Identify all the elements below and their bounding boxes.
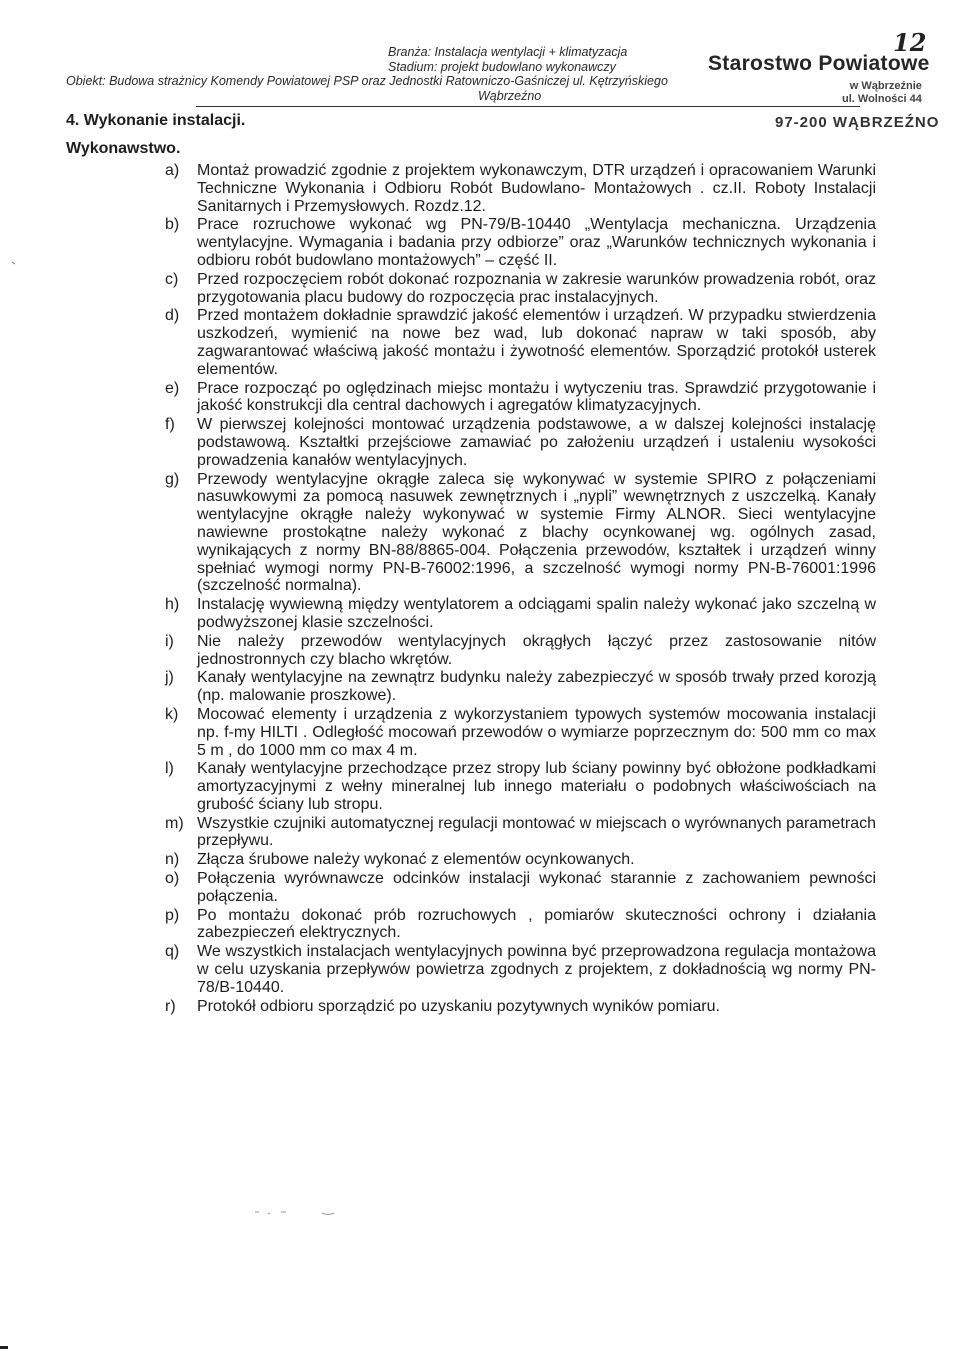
requirements-list: [66, 162, 876, 1016]
header-trade-line: Branża: Instalacja wentylacji + klimatyzacja: [388, 45, 628, 59]
item-text: Prace rozruchowe wykonać wg PN-79/B-10440 „Wentylacja mechaniczna. Urządzenia wentylacyjne. Wymagania i badania przy odbiorze” oraz „Warunków technicznych wykonania i odbioru robót budowlano montażowych” – część II.: [197, 216, 876, 269]
item-text: Wszystkie czujniki automatycznej regulacji montować w miejscach o wyrównanych parametrach przepływu.: [197, 814, 876, 850]
list-item: [66, 998, 876, 1016]
section-title: 4. Wykonanie instalacji.: [66, 112, 246, 129]
item-text: Prace rozpocząć po oględzinach miejsc montażu i wytyczeniu tras. Sprawdzić przygotowanie i jakość konstrukcji dla central dachowych i agregatów klimatyzacyjnych.: [197, 379, 876, 415]
list-item: [66, 271, 876, 307]
item-text: Przewody wentylacyjne okrągłe zaleca się wykonywać w systemie SPIRO z połączeniami nasuwkowymi za pomocą nasuwek zewnętrznych i „nypli” wewnętrznych z uszczelką. Kanały wentylacyjne okrągłe należy wykonywać w systemie Firmy ALNOR. Sieci wentylacyjne nawiewne prostokątne należy wykonać z blachy ocynkowanej wg. ogólnych zasad, wynikających z normy BN-88/8865-004. Połączenia przewodów, kształtek i urządzeń winny spełniać wymogi normy PN-B-76002:1996, a szczelność wymogi normy PN-B-76001:1996 (szczelność normalna).: [197, 470, 876, 595]
header-town-line: Wąbrzeźno: [478, 89, 542, 103]
item-text: Protokół odbioru sporządzić po uzyskaniu pozytywnych wyników pomiaru.: [197, 997, 720, 1015]
item-marker: h): [165, 596, 180, 614]
header-stage-line: Stadium: projekt budowlano wykonawczy: [388, 60, 616, 74]
list-item: [66, 706, 876, 759]
list-item: [66, 380, 876, 416]
item-marker: c): [165, 270, 179, 288]
item-text: Kanały wentylacyjne przechodzące przez stropy lub ściany powinny być obłożone podkładkami amortyzacyjnymi z wełny mineralnej lub innego materiału o podobnych właściwościach na grubość ściany lub stropu.: [197, 760, 876, 813]
stamp-address: [842, 80, 922, 106]
item-text: Nie należy przewodów wentylacyjnych okrągłych łączyć przez zastosowanie nitów jednostronnych czy blacho wkrętów.: [197, 632, 876, 668]
list-item: [66, 307, 876, 378]
item-marker: a): [165, 162, 180, 179]
list-item: [66, 633, 876, 669]
item-marker: k): [165, 705, 179, 723]
item-marker: n): [165, 851, 180, 869]
header-rule: [196, 106, 860, 107]
item-marker: i): [165, 632, 174, 650]
section-subtitle: Wykonawstwo.: [66, 140, 181, 157]
item-marker: b): [165, 216, 180, 234]
list-item: [66, 815, 876, 851]
item-text: Instalację wywiewną między wentylatorem a odciągami spalin należy wykonać jako szczelną w podwyższonej klasie szczelności.: [197, 596, 876, 631]
list-item: [66, 416, 876, 469]
list-item: [66, 216, 876, 269]
item-marker: f): [165, 416, 175, 434]
item-text: Przed rozpoczęciem robót dokonać rozpoznania w zakresie warunków prowadzenia robót, oraz przygotowania placu budowy do rozpoczęcia prac instalacyjnych.: [197, 270, 876, 306]
item-marker: o): [165, 870, 180, 888]
item-text: W pierwszej kolejności montować urządzenia podstawowe, a w dalszej kolejności instalację podstawową. Kształtki przejściowe zamawiać po założeniu urządzeń i ustaleniu wysokości prowadzenia kanałów wentylacyjnych.: [197, 416, 876, 469]
item-text: Złącza śrubowe należy wykonać z elementów ocynkowanych.: [197, 851, 635, 869]
list-item: [66, 596, 876, 632]
stamp-corner-mark: 12: [893, 28, 927, 57]
list-item: [66, 669, 876, 705]
list-item: [66, 162, 876, 215]
stamp-line: ul. Wolności 44: [842, 93, 922, 105]
item-text: Połączenia wyrównawcze odcinków instalacji wykonać starannie z zachowaniem pewności połączenia.: [197, 870, 876, 905]
item-marker: p): [165, 906, 180, 924]
list-item: [66, 471, 876, 596]
item-text: Po montażu dokonać prób rozruchowych , pomiarów skuteczności ochrony i działania zabezpieczeń elektrycznych.: [197, 906, 876, 942]
item-marker: e): [165, 379, 180, 397]
list-item: [66, 760, 876, 813]
list-item: [66, 907, 876, 943]
item-marker: q): [165, 943, 180, 961]
item-text: Przed montażem dokładnie sprawdzić jakość elementów i urządzeń. W przypadku stwierdzenia uszkodzeń, wymienić na nowe bez wad, lub dokonać napraw w taki sposób, aby zagwarantować właściwą jakość montażu i żywotność elementów. Sporządzić protokół usterek elementów.: [197, 307, 876, 378]
item-text: Mocować elementy i urządzenia z wykorzystaniem typowych systemów mocowania instalacji np. f-my HILTI . Odległość mocowań przewodów o wymiarze poprzecznym do: 500 mm co max 5 m , do 1000 mm co max 4 m.: [197, 705, 876, 759]
list-item: [66, 851, 876, 869]
item-marker: j): [165, 669, 174, 687]
item-marker: m): [165, 814, 184, 832]
item-marker: r): [165, 997, 176, 1015]
item-text: We wszystkich instalacjach wentylacyjnych powinna być przeprowadzona regulacja montażowa w celu uzyskania przepływów powietrza zgodnych z projektem, z dokładnością wg normy PN-78/B-10440.: [197, 943, 876, 996]
item-text: Montaż prowadzić zgodnie z projektem wykonawczym, DTR urządzeń i opracowaniem Warunki Techniczne Wykonania i Odbioru Robót Budowlano- Montażowych . cz.II. Roboty Instalacji Sanitarnych i Przemysłowych. Rozdz.12.: [197, 162, 876, 215]
stamp-title: Starostwo Powiatowe: [708, 52, 930, 75]
item-marker: l): [165, 760, 174, 778]
stamp-postal: 97-200 WĄBRZEŹNO: [775, 114, 940, 131]
item-marker: g): [165, 470, 180, 488]
header-object-line: Obiekt: Budowa strażnicy Komendy Powiatowej PSP oraz Jednostki Ratowniczo-Gaśniczej ul. Kętrzyńskiego: [66, 74, 668, 88]
list-item: [66, 870, 876, 906]
item-marker: d): [165, 307, 180, 325]
list-item: [66, 943, 876, 996]
stamp-line: w Wąbrzeźnie: [849, 80, 922, 92]
item-text: Kanały wentylacyjne na zewnątrz budynku należy zabezpieczyć w sposób trwały przed korozją (np. malowanie proszkowe).: [197, 669, 876, 705]
